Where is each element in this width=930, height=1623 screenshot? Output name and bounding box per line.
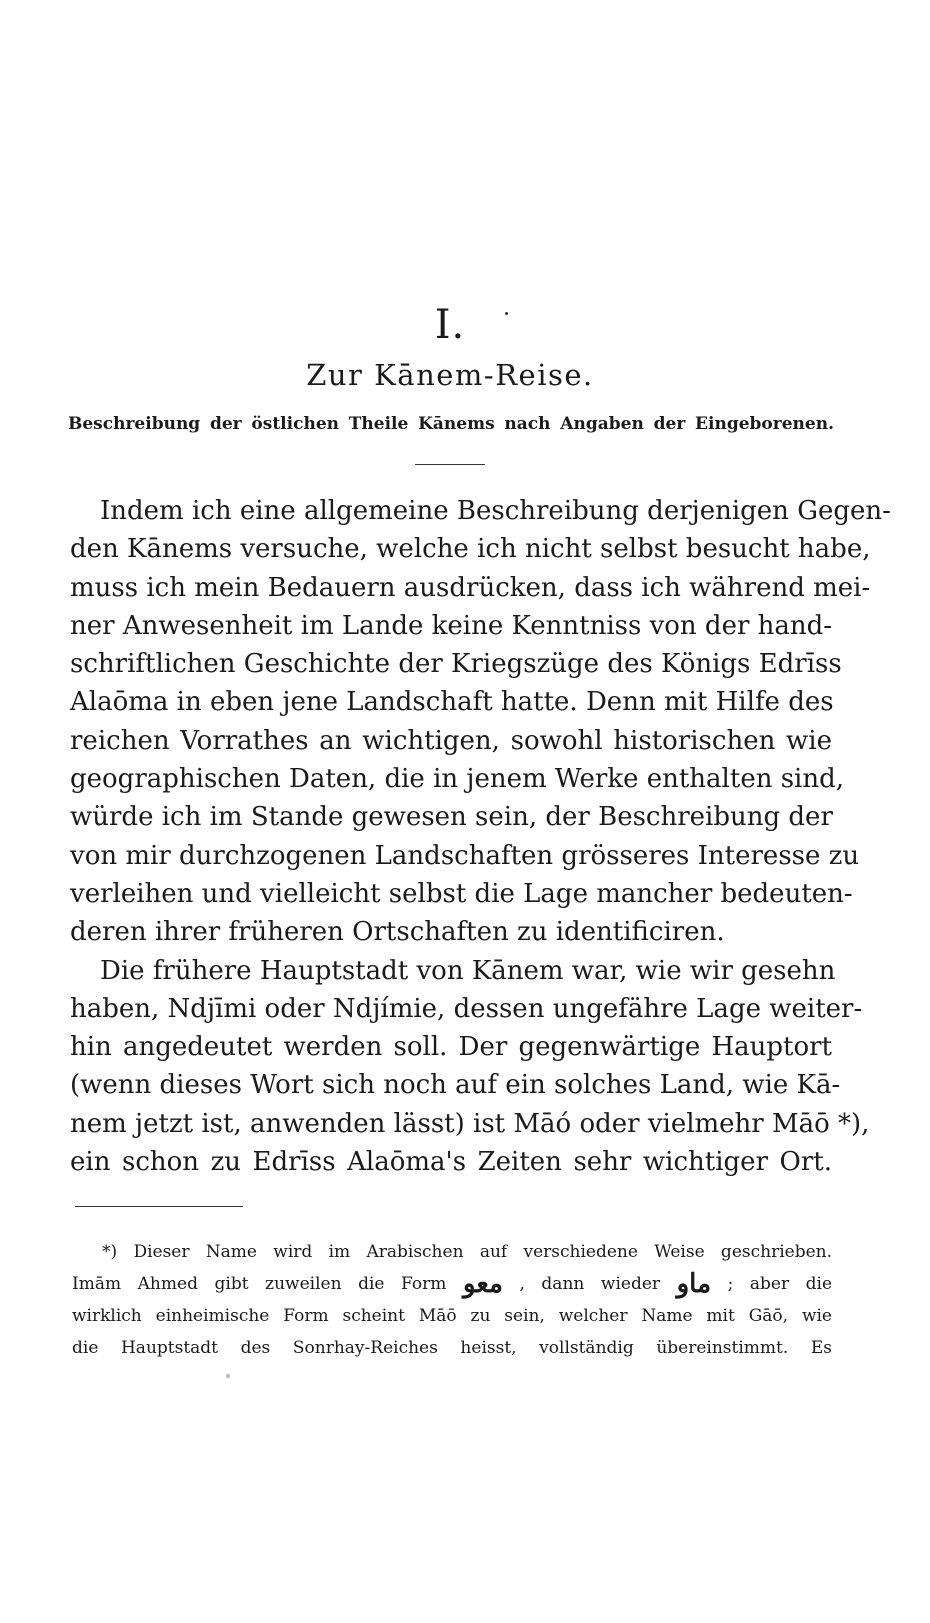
body-text [70, 492, 891, 1181]
text-line: geographischen Daten, die in jenem Werke enthalten sind, [70, 764, 845, 795]
text-line: muss ich mein Bedauern ausdrücken, dass ich während mei- [70, 572, 871, 603]
text-line: Alaōma in eben jene Landschaft hatte. Denn mit Hilfe des [70, 687, 834, 718]
text-line: nem jetzt ist, anwenden lässt) ist Māó oder vielmehr Māō *), [70, 1108, 870, 1139]
text-line: verleihen und vielleicht selbst die Lage mancher bedeuten- [70, 878, 853, 909]
text-line: (wenn dieses Wort sich noch auf ein solches Land, wie Kā- [70, 1070, 841, 1101]
text-line: deren ihrer früheren Ortschaften zu identificiren. [70, 917, 725, 948]
footnote-text: ; aber die [727, 1274, 833, 1294]
text-line: den Kānems versuche, welche ich nicht selbst besucht habe, [70, 534, 871, 565]
footnote-line: die Hauptstadt des Sonrhay-Reiches heisst, vollständig übereinstimmt. Es [72, 1338, 832, 1358]
text-line: Die frühere Hauptstadt von Kānem war, wie wir gesehn [100, 955, 836, 986]
chapter-number: I. [434, 302, 466, 348]
text-line: hin angedeutet werden soll. Der gegenwärtige Hauptort [70, 1032, 832, 1063]
print-speck [505, 312, 508, 315]
footnote-divider [75, 1206, 243, 1207]
footnote [72, 1236, 832, 1364]
print-speck [226, 1374, 230, 1378]
footnote-text: , dann wieder [519, 1274, 661, 1294]
footnote-line: wirklich einheimische Form scheint Māō zu sein, welcher Name mit Gāō, wie [72, 1306, 832, 1326]
text-line: ein schon zu Edrīss Alaōma's Zeiten sehr wichtiger Ort. [70, 1147, 832, 1178]
footnote-line-arabic [72, 1268, 832, 1300]
chapter-subtitle: Beschreibung der östlichen Theile Kānems nach Angaben der Eingeborenen. [68, 414, 834, 434]
chapter-title: Zur Kānem-Reise. [306, 358, 594, 392]
text-line: würde ich im Stande gewesen sein, der Beschreibung der [70, 802, 833, 833]
footnote-text: Imām Ahmed gibt zuweilen die Form [72, 1274, 447, 1294]
text-line: reichen Vorrathes an wichtigen, sowohl historischen wie [70, 725, 832, 756]
text-line: schriftlichen Geschichte der Kriegszüge des Königs Edrīss [70, 649, 842, 680]
text-line: Indem ich eine allgemeine Beschreibung derjenigen Gegen- [100, 496, 891, 526]
text-line: haben, Ndjīmi oder Ndjímie, dessen ungefähre Lage weiter- [70, 993, 863, 1024]
footnote-line: *) Dieser Name wird im Arabischen auf verschiedene Weise geschrieben. [102, 1242, 832, 1262]
arabic-form-1: معو [462, 1269, 503, 1299]
title-divider [415, 464, 485, 465]
arabic-form-2: ماو [676, 1269, 712, 1299]
text-line: ner Anwesenheit im Lande keine Kenntniss von der hand- [70, 610, 833, 641]
text-line: von mir durchzogenen Landschaften grösseres Interesse zu [70, 840, 860, 871]
